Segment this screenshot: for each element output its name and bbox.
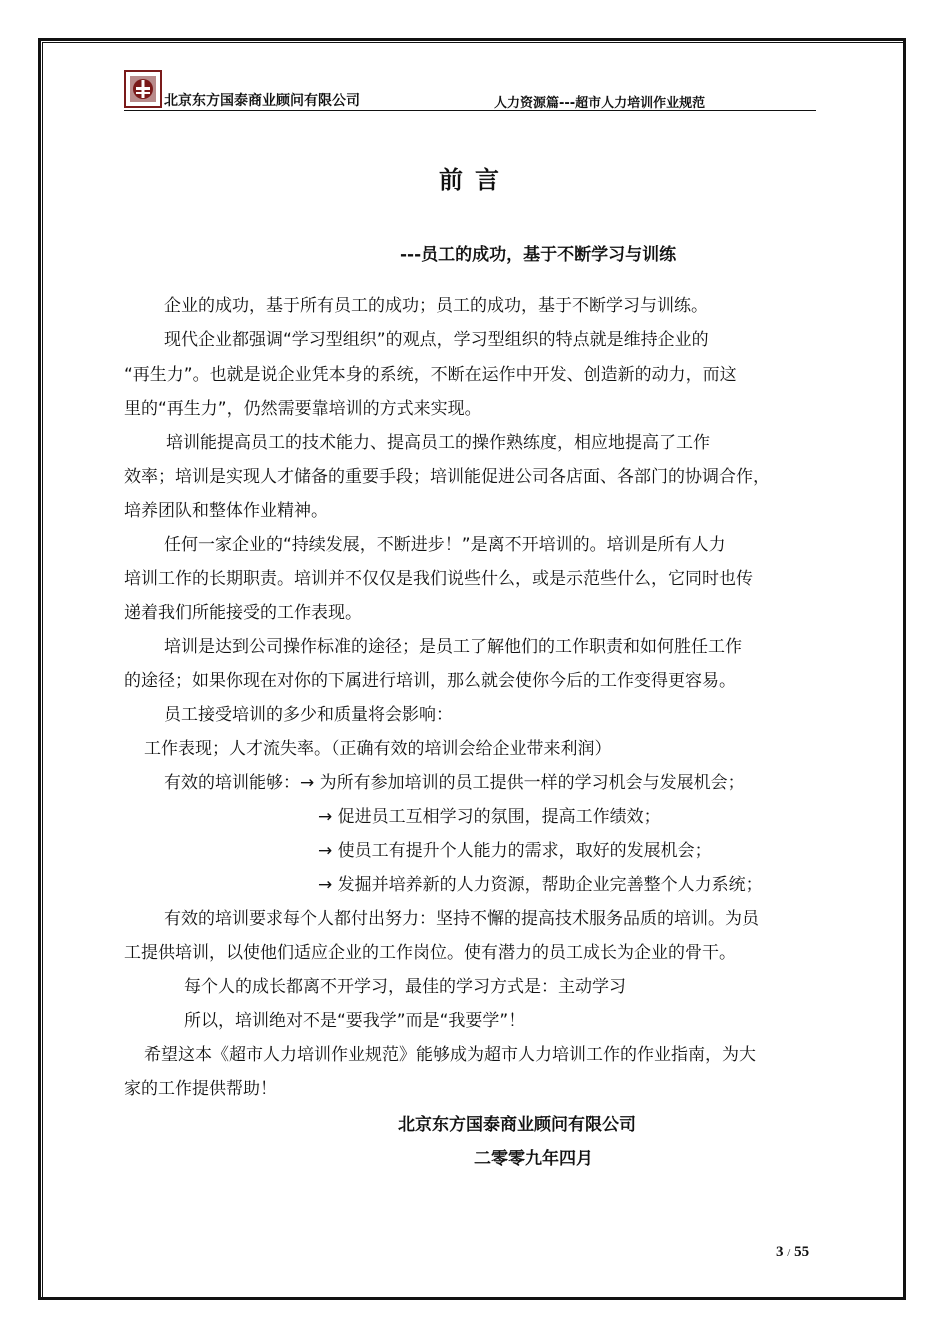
body-line: → 使员工有提升个人能力的需求，取好的发展机会； — [318, 841, 712, 861]
page-separator: / — [787, 1247, 791, 1259]
body-line: 递着我们所能接受的工作表现。 — [124, 603, 362, 623]
page-current: 3 — [776, 1244, 784, 1260]
body-line: 培训工作的长期职责。培训并不仅仅是我们说些什么，或是示范些什么，它同时也传 — [124, 569, 753, 589]
page-title: 前言 — [439, 166, 511, 194]
body-line: 里的“再生力”，仍然需要靠培训的方式来实现。 — [124, 399, 482, 419]
signature-date: 二零零九年四月 — [474, 1149, 593, 1169]
header-company-name: 北京东方国泰商业顾问有限公司 — [164, 93, 360, 109]
page-total: 55 — [794, 1244, 810, 1260]
header-section-title: 人力资源篇---超市人力培训作业规范 — [494, 96, 706, 111]
body-line: 有效的培训要求每个人都付出努力：坚持不懈的提高技术服务品质的培训。为员 — [164, 909, 759, 929]
body-line: 培训能提高员工的技术能力、提高员工的操作熟练度，相应地提高了工作 — [166, 433, 710, 453]
page-header — [124, 66, 816, 111]
page-number — [776, 1244, 809, 1261]
body-line: 员工接受培训的多少和质量将会影响： — [164, 705, 453, 725]
body-line: “再生力”。也就是说企业凭本身的系统，不断在运作中开发、创造新的动力，而这 — [124, 365, 737, 385]
body-line: 效率；培训是实现人才储备的重要手段；培训能促进公司各店面、各部门的协调合作， — [124, 467, 770, 487]
body-line: 任何一家企业的“持续发展，不断进步！”是离不开培训的。培训是所有人力 — [164, 535, 726, 555]
page-subtitle: ---员工的成功，基于不断学习与训练 — [400, 245, 677, 265]
body-line: 有效的培训能够：→ 为所有参加培训的员工提供一样的学习机会与发展机会； — [164, 773, 745, 793]
signature-company: 北京东方国泰商业顾问有限公司 — [398, 1115, 636, 1135]
body-line: → 促进员工互相学习的氛围，提高工作绩效； — [318, 807, 661, 827]
body-line: 每个人的成长都离不开学习，最佳的学习方式是：主动学习 — [184, 977, 626, 997]
body-line: 培养团队和整体作业精神。 — [124, 501, 328, 521]
body-line: 的途径；如果你现在对你的下属进行培训，那么就会使你今后的工作变得更容易。 — [124, 671, 736, 691]
body-line: → 发掘并培养新的人力资源，帮助企业完善整个人力系统； — [318, 875, 763, 895]
body-line: 家的工作提供帮助！ — [124, 1079, 277, 1099]
body-line: 现代企业都强调“学习型组织”的观点，学习型组织的特点就是维持企业的 — [164, 330, 709, 350]
body-line: 培训是达到公司操作标准的途径；是员工了解他们的工作职责和如何胜任工作 — [164, 637, 742, 657]
body-line: 企业的成功，基于所有员工的成功；员工的成功，基于不断学习与训练。 — [164, 296, 708, 316]
body-line: 工作表现；人才流失率。（正确有效的培训会给企业带来利润） — [144, 739, 612, 759]
company-logo-icon — [124, 70, 162, 108]
body-line: 所以，培训绝对不是“要我学”而是“我要学”！ — [184, 1011, 526, 1031]
body-line: 希望这本《超市人力培训作业规范》能够成为超市人力培训工作的作业指南，为大 — [144, 1045, 756, 1065]
body-line: 工提供培训，以使他们适应企业的工作岗位。使有潜力的员工成长为企业的骨干。 — [124, 943, 736, 963]
